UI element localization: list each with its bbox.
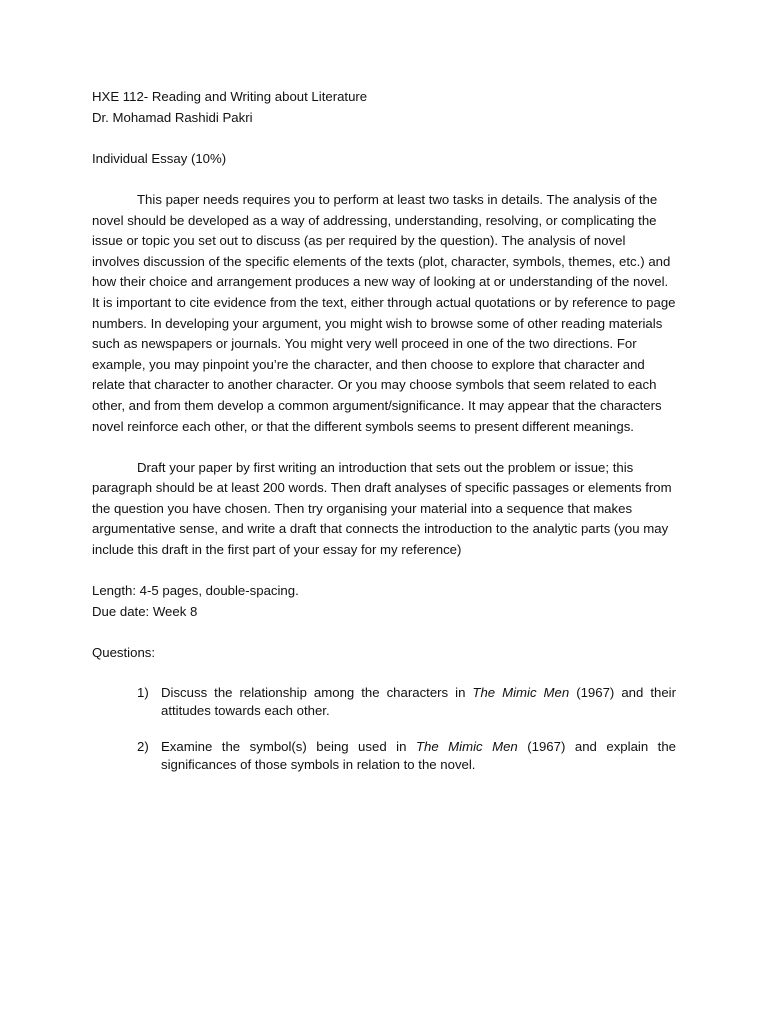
questions-heading: Questions: [92, 645, 156, 661]
questions-list [92, 684, 676, 774]
assignment-title: Individual Essay (10%) [92, 150, 227, 166]
spacer [92, 622, 676, 643]
question-text [161, 684, 676, 720]
question-text-start: Examine the symbol(s) being used in [161, 739, 416, 755]
question-number: 1) [137, 685, 149, 701]
question-text-end: (1967) and explain the significances of those symbols in relation to the novel. [161, 739, 677, 773]
instructions-paragraph-1: This paper needs requires you to perform at least two tasks in details. The analysis of the novel should be developed as a way of addressing, understanding, resolving, or complicating the issue or topic you set out to discuss (as per required by the question). The analysis of novel involves discussion of the specific elements of the texts (plot, character, symbols, themes, etc.) and how their choice and arrangement produces a new way of looking at or understanding of the novel. It is important to cite evidence from the text, either through actual quotations or by reference to page numbers. In developing your argument, you might wish to browse some of other reading materials such as newspapers or journals. You might very well proceed in one of the two directions. For example, you may pinpoint you’re the character, and then choose to explore that character and relate that character to another character. Or you may choose symbols that seem related to each other, and from them develop a common argument/significance. It may appear that the characters novel reinforce each other, or that the different symbols seems to present different meanings. [92, 191, 676, 434]
course-title: HXE 112- Reading and Writing about Literature [92, 89, 368, 104]
question-item-2 [137, 738, 676, 774]
spacer [92, 128, 676, 149]
novel-title: The Mimic Men [472, 685, 570, 701]
question-text-start: Discuss the relationship among the characters in [161, 685, 473, 701]
spacer [92, 720, 676, 738]
due-date: Due date: Week 8 [92, 603, 198, 619]
instructions-paragraph-2: Draft your paper by first writing an introduction that sets out the problem or issue; this paragraph should be at least 200 words. Then draft analyses of specific passages or elements from the question you have chosen. Then try organising your material into a sequence that makes argumentative sense, and write a draft that connects the introduction to the analytic parts (you may include this draft in the first part of your essay for my reference) [92, 459, 672, 558]
novel-title: The Mimic Men [415, 739, 518, 755]
spacer [92, 169, 676, 190]
question-number: 2) [137, 739, 149, 755]
lecturer-name: Dr. Mohamad Rashidi Pakri [92, 109, 253, 125]
spacer [92, 664, 676, 685]
question-text [161, 738, 676, 774]
length-requirement: Length: 4-5 pages, double-spacing. [92, 583, 299, 599]
spacer [92, 437, 676, 458]
question-item-1 [137, 684, 676, 720]
spacer [92, 561, 676, 582]
question-text-end: (1967) and their attitudes towards each other. [161, 685, 676, 719]
